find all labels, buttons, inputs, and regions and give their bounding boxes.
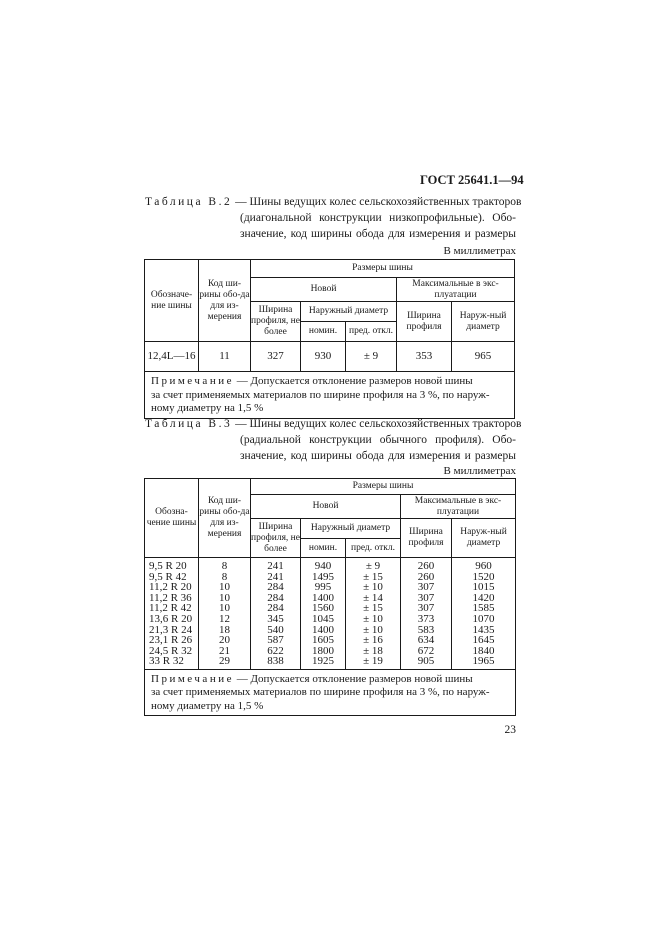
header-designation: Обозначе-ние шины [145,260,199,342]
outer-diameter-item: 1585 [472,602,495,615]
tolerance-item: ± 19 [363,655,383,668]
units-label: В миллиметрах [443,245,516,257]
rim-code-item: 10 [219,581,230,594]
header-rim-code: Код ши-рины обо-да для из-мерения [199,260,251,342]
header-outer-diameter: Наружный диаметр [301,519,401,539]
designation-item: 11,2 R 36 [149,591,192,604]
width-item: 307 [417,591,435,604]
header-rim-code: Код ши-рины обо-да для из-мерения [199,479,251,558]
tolerance-item: ± 15 [363,602,383,615]
cell-width-max-list [251,558,301,670]
width-max-item: 540 [267,623,284,636]
outer-diameter-item: 960 [475,560,492,572]
designation-item: 23,1 R 26 [149,634,193,647]
nominal-item: 1925 [312,655,334,668]
caption-text: (диагональной конструкции низкопрофильные). Обо- [240,212,516,224]
rim-code-item: 20 [219,634,230,647]
designation-item: 33 R 32 [149,655,184,668]
page-number: 23 [504,724,516,736]
rim-code-item: 8 [221,560,228,572]
note-label: Примечание [151,375,234,387]
width-item: 583 [417,623,435,636]
header-new: Новой [251,495,401,519]
width-item: 634 [417,634,435,647]
width-max-item: 241 [267,560,284,572]
tolerance-item: ± 9 [365,560,381,572]
rim-code-item: 10 [219,591,230,604]
units-label: В миллиметрах [443,465,516,477]
caption-text: — Шины ведущих колес сельскохозяйственных тракторов [232,418,522,430]
outer-diameter-item: 1015 [472,581,495,594]
header-max-operation: Максимальные в экс-плуатации [401,495,516,519]
nominal-item: 1400 [312,591,334,604]
header-tire-sizes: Размеры шины [251,479,516,495]
table-note [145,669,516,716]
width-max-item: 622 [267,644,284,657]
tolerance-item: ± 10 [363,581,383,594]
outer-diameter-item: 1520 [472,570,495,583]
cell-width-list [401,558,452,670]
tolerance-item: ± 15 [363,570,383,583]
note-text: за счет применяемых материалов по ширине профиля на 3 %, по наруж- [151,388,490,401]
cell-outer-diameter-list [452,558,516,670]
caption-text: (радиальной конструкции обычного профиля). Обо- [240,434,516,446]
caption-text: значение, код ширины обода для измерения и размеры [240,450,516,462]
note-text: — Допускается отклонение размеров новой шины [233,672,473,685]
header-outer-diameter-short: Наруж-ный диаметр [452,302,515,342]
rim-code-item: 8 [221,570,228,583]
header-designation: Обозна-чение шины [145,479,199,558]
nominal-item: 1400 [312,623,334,636]
cell-tolerance: ± 9 [346,342,397,372]
width-max-item: 587 [267,634,284,647]
standard-number: ГОСТ 25641.1—94 [420,173,524,187]
caption-label: Таблица В.3 [145,418,233,430]
header-outer-diameter: Наружный диаметр [301,302,397,322]
designation-item: 13,6 R 20 [149,612,193,625]
cell-width-max: 327 [251,342,301,372]
table-b3 [144,478,516,716]
width-max-item: 284 [267,581,284,594]
tolerance-item: ± 10 [363,623,383,636]
outer-diameter-item: 1965 [472,655,495,668]
header-outer-diameter-short: Наруж-ный диаметр [452,519,516,558]
rim-code-item: 10 [219,602,230,615]
table-row [145,342,515,372]
header-nominal: номин. [301,539,346,558]
nominal-item: 1495 [312,570,334,583]
nominal-item: 1605 [312,634,334,647]
nominal-item: 995 [314,581,332,594]
header-width: Ширина профиля [397,302,452,342]
note-text: — Допускается отклонение размеров новой шины [233,375,473,387]
cell-designation: 12,4L—16 [145,342,199,372]
width-max-item: 345 [267,612,284,625]
nominal-item: 1560 [312,602,334,615]
designation-item: 11,2 R 42 [149,602,192,615]
cell-nominal-list [301,558,346,670]
cell-width: 353 [397,342,452,372]
header-width-max: Ширина профиля, не более [251,302,301,342]
cell-rim-code-list [199,558,251,670]
cell-rim-code: 11 [199,342,251,372]
nominal-item: 1045 [312,612,334,625]
table-b3-caption [145,416,522,464]
width-item: 905 [417,655,435,668]
outer-diameter-item: 1420 [472,591,495,604]
header-width: Ширина профиля [401,519,452,558]
caption-label: Таблица В.2 [145,196,233,208]
note-text: ному диаметру на 1,5 % [151,699,264,712]
note-text: ному диаметру на 1,5 % [151,402,264,414]
width-max-item: 284 [267,602,284,615]
header-tire-sizes: Размеры шины [251,260,515,278]
note-text: за счет применяемых материалов по ширине профиля на 3 %, по наруж- [151,686,490,699]
designation-item: 24,5 R 32 [149,644,193,657]
header-tolerance: пред. откл. [346,539,401,558]
nominal-item: 1800 [312,644,334,657]
table-note [145,372,515,419]
caption-text: — Шины ведущих колес сельскохозяйственных тракторов [232,196,522,208]
caption-text: значение, код ширины обода для измерения и размеры [240,228,516,240]
header-tolerance: пред. откл. [346,322,397,342]
width-item: 672 [417,644,435,657]
width-max-item: 838 [267,655,284,668]
width-item: 260 [417,570,435,583]
nominal-item: 940 [314,560,332,572]
designation-item: 9,5 R 42 [149,570,187,583]
designation-item: 11,2 R 20 [149,581,192,594]
table-b2-caption [145,194,522,242]
cell-designation-list [145,558,199,670]
tolerance-item: ± 18 [363,644,383,657]
rim-code-item: 12 [219,612,230,625]
outer-diameter-item: 1435 [472,623,495,636]
tolerance-item: ± 16 [363,634,383,647]
header-width-max: Ширина профиля, не более [251,519,301,558]
tolerance-item: ± 10 [363,612,383,625]
header-new: Новой [251,278,397,302]
cell-tolerance-list [346,558,401,670]
rim-code-item: 29 [219,655,230,668]
outer-diameter-item: 1645 [472,634,495,647]
width-item: 307 [417,602,435,615]
cell-outer-diameter: 965 [452,342,515,372]
tolerance-item: ± 14 [363,591,383,604]
outer-diameter-item: 1840 [472,644,495,657]
width-item: 373 [417,612,435,625]
designation-item: 9,5 R 20 [149,560,187,572]
width-item: 307 [417,581,435,594]
rim-code-item: 18 [219,623,230,636]
table-row [145,558,516,670]
cell-nominal: 930 [301,342,346,372]
header-max-operation: Максимальные в экс-плуатации [397,278,515,302]
table-b2 [144,259,515,419]
header-nominal: номин. [301,322,346,342]
designation-item: 21,3 R 24 [149,623,193,636]
width-max-item: 284 [267,591,284,604]
rim-code-item: 21 [219,644,230,657]
width-max-item: 241 [267,570,284,583]
width-item: 260 [417,560,435,572]
outer-diameter-item: 1070 [472,612,495,625]
note-label: Примечание [151,672,234,685]
